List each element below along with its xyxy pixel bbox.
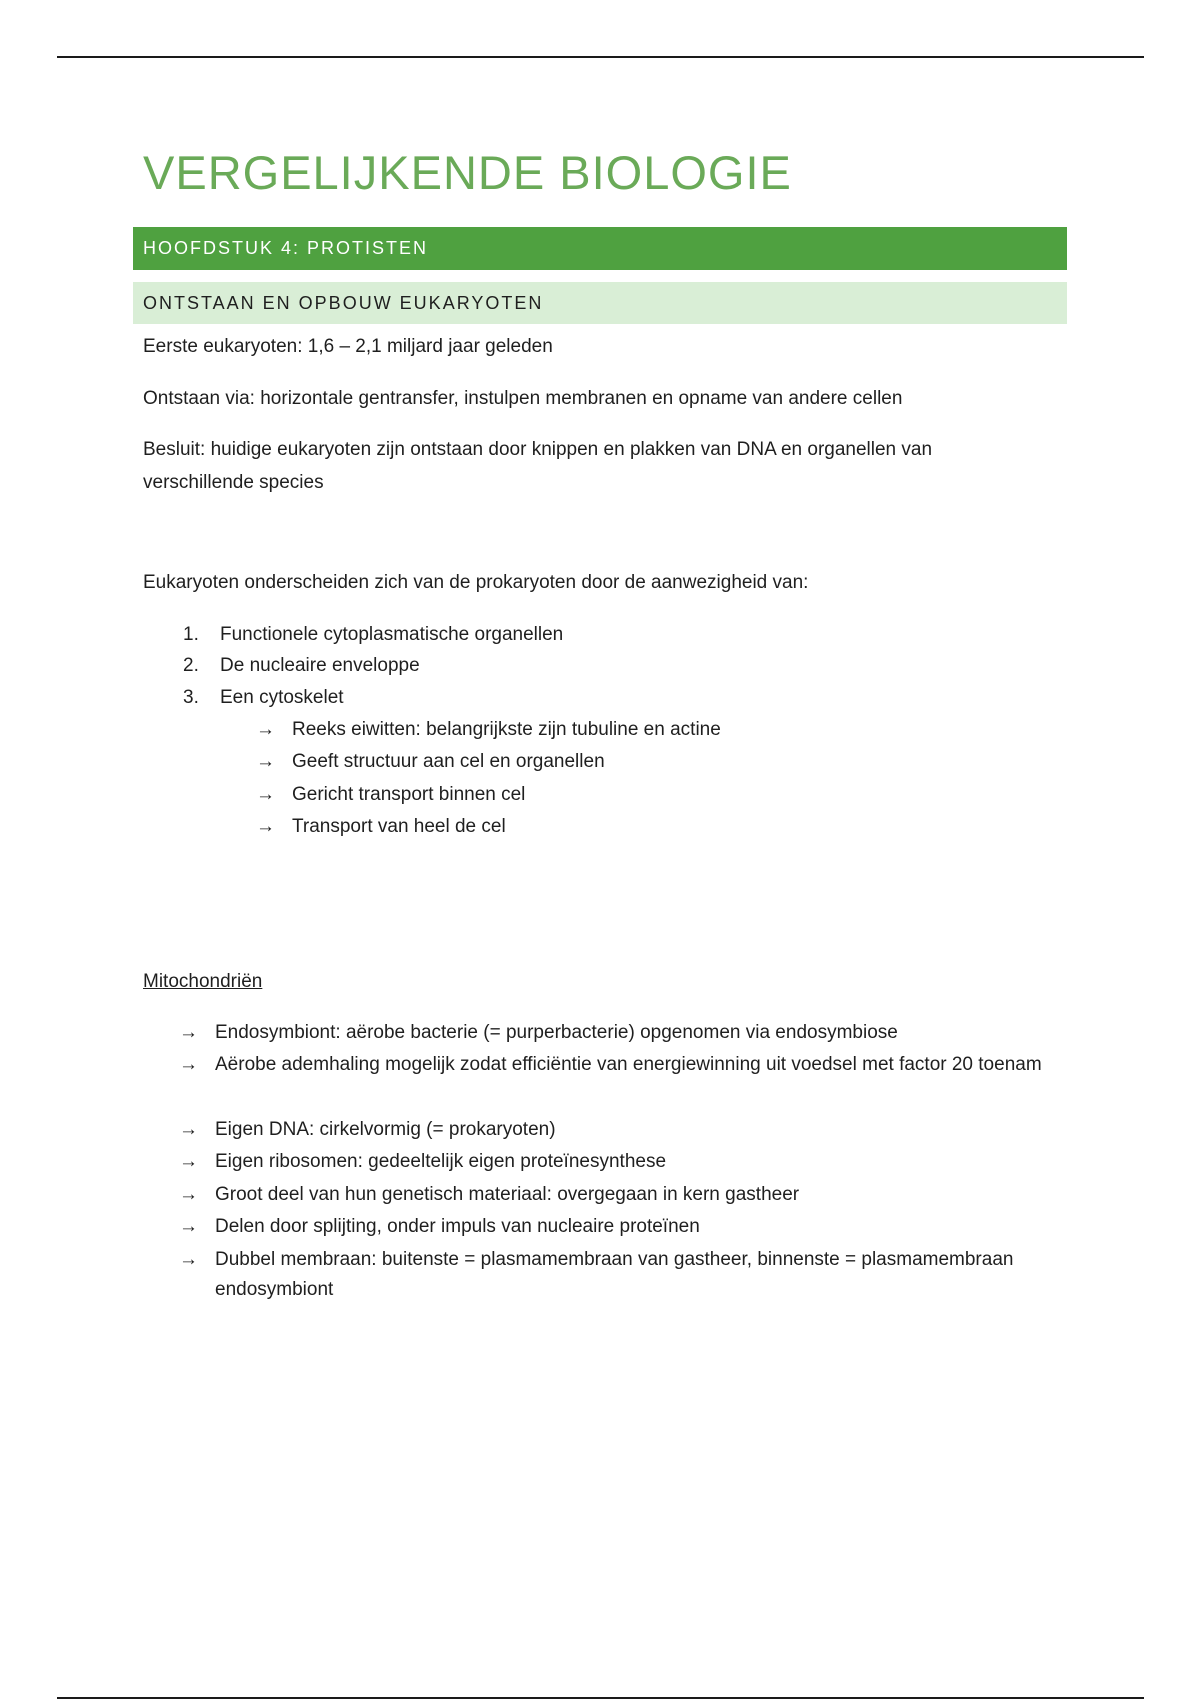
paragraph-origin: Ontstaan via: horizontale gentransfer, instulpen membranen en opname van andere cellen — [143, 388, 903, 409]
list-number: 1. — [183, 624, 199, 645]
point-text: Gericht transport binnen cel — [292, 784, 526, 805]
list-number: 2. — [183, 655, 199, 676]
arrow-icon: → — [179, 1022, 198, 1043]
chapter-heading-bar — [133, 227, 1067, 270]
section-heading-bar — [133, 282, 1067, 324]
arrow-icon: → — [256, 784, 275, 805]
cytoskelet-point — [256, 715, 721, 745]
document-title: VERGELIJKENDE BIOLOGIE — [143, 146, 792, 199]
paragraph-conclusion: Besluit: huidige eukaryoten zijn ontstaan door knippen en plakken van DNA en organellen van verschillende species — [143, 439, 933, 493]
arrow-icon: → — [256, 816, 275, 837]
point-text: Aërobe ademhaling mogelijk zodat efficiëntie van energiewinning uit voedsel met factor 20 toenam — [215, 1054, 1042, 1075]
list-text: De nucleaire enveloppe — [220, 655, 420, 676]
arrow-icon: → — [179, 1054, 198, 1075]
point-text: Endosymbiont: aërobe bacterie (= purperbacterie) opgenomen via endosymbiose — [215, 1022, 898, 1043]
point-text: Eigen DNA: cirkelvormig (= prokaryoten) — [215, 1119, 556, 1140]
cytoskelet-point — [256, 780, 525, 810]
cytoskelet-point — [256, 812, 506, 842]
numbered-list-item — [183, 651, 420, 681]
point-text: Transport van heel de cel — [292, 816, 506, 837]
mito-point — [179, 1180, 1059, 1210]
mito-point — [179, 1212, 1059, 1242]
paragraph-distinction: Eukaryoten onderscheiden zich van de prokaryoten door de aanwezigheid van: — [143, 572, 809, 593]
mito-point — [179, 1147, 1059, 1177]
mito-point — [179, 1245, 1059, 1305]
footer-rule — [57, 1697, 1144, 1699]
point-text: Groot deel van hun genetisch materiaal: overgegaan in kern gastheer — [215, 1184, 800, 1205]
arrow-icon: → — [256, 751, 275, 772]
mito-point — [179, 1018, 1059, 1048]
arrow-icon: → — [179, 1216, 198, 1237]
point-text: Dubbel membraan: buitenste = plasmamembraan van gastheer, binnenste = plasmamembraan endosymbiont — [215, 1249, 1014, 1300]
list-number: 3. — [183, 687, 199, 708]
list-text: Een cytoskelet — [220, 687, 344, 708]
arrow-icon: → — [179, 1249, 198, 1270]
paragraph-first-eukaryotes: Eerste eukaryoten: 1,6 – 2,1 miljard jaar geleden — [143, 336, 553, 357]
point-text: Geeft structuur aan cel en organellen — [292, 751, 605, 772]
point-text: Eigen ribosomen: gedeeltelijk eigen proteïnesynthese — [215, 1151, 667, 1172]
point-text: Reeks eiwitten: belangrijkste zijn tubuline en actine — [292, 719, 721, 740]
cytoskelet-point — [256, 747, 605, 777]
arrow-icon: → — [256, 719, 275, 740]
point-text: Delen door splijting, onder impuls van nucleaire proteïnen — [215, 1216, 700, 1237]
mitochondria-subheading: Mitochondriën — [143, 971, 263, 992]
numbered-list-item — [183, 620, 563, 650]
arrow-icon: → — [179, 1151, 198, 1172]
header-rule — [57, 56, 1144, 58]
chapter-heading: HOOFDSTUK 4: PROTISTEN — [143, 238, 429, 258]
mito-point — [179, 1115, 1059, 1145]
list-text: Functionele cytoplasmatische organellen — [220, 624, 564, 645]
arrow-icon: → — [179, 1184, 198, 1205]
arrow-icon: → — [179, 1119, 198, 1140]
numbered-list-item — [183, 683, 344, 713]
section-heading: ONTSTAAN EN OPBOUW EUKARYOTEN — [143, 292, 544, 313]
mito-point — [179, 1050, 1059, 1080]
